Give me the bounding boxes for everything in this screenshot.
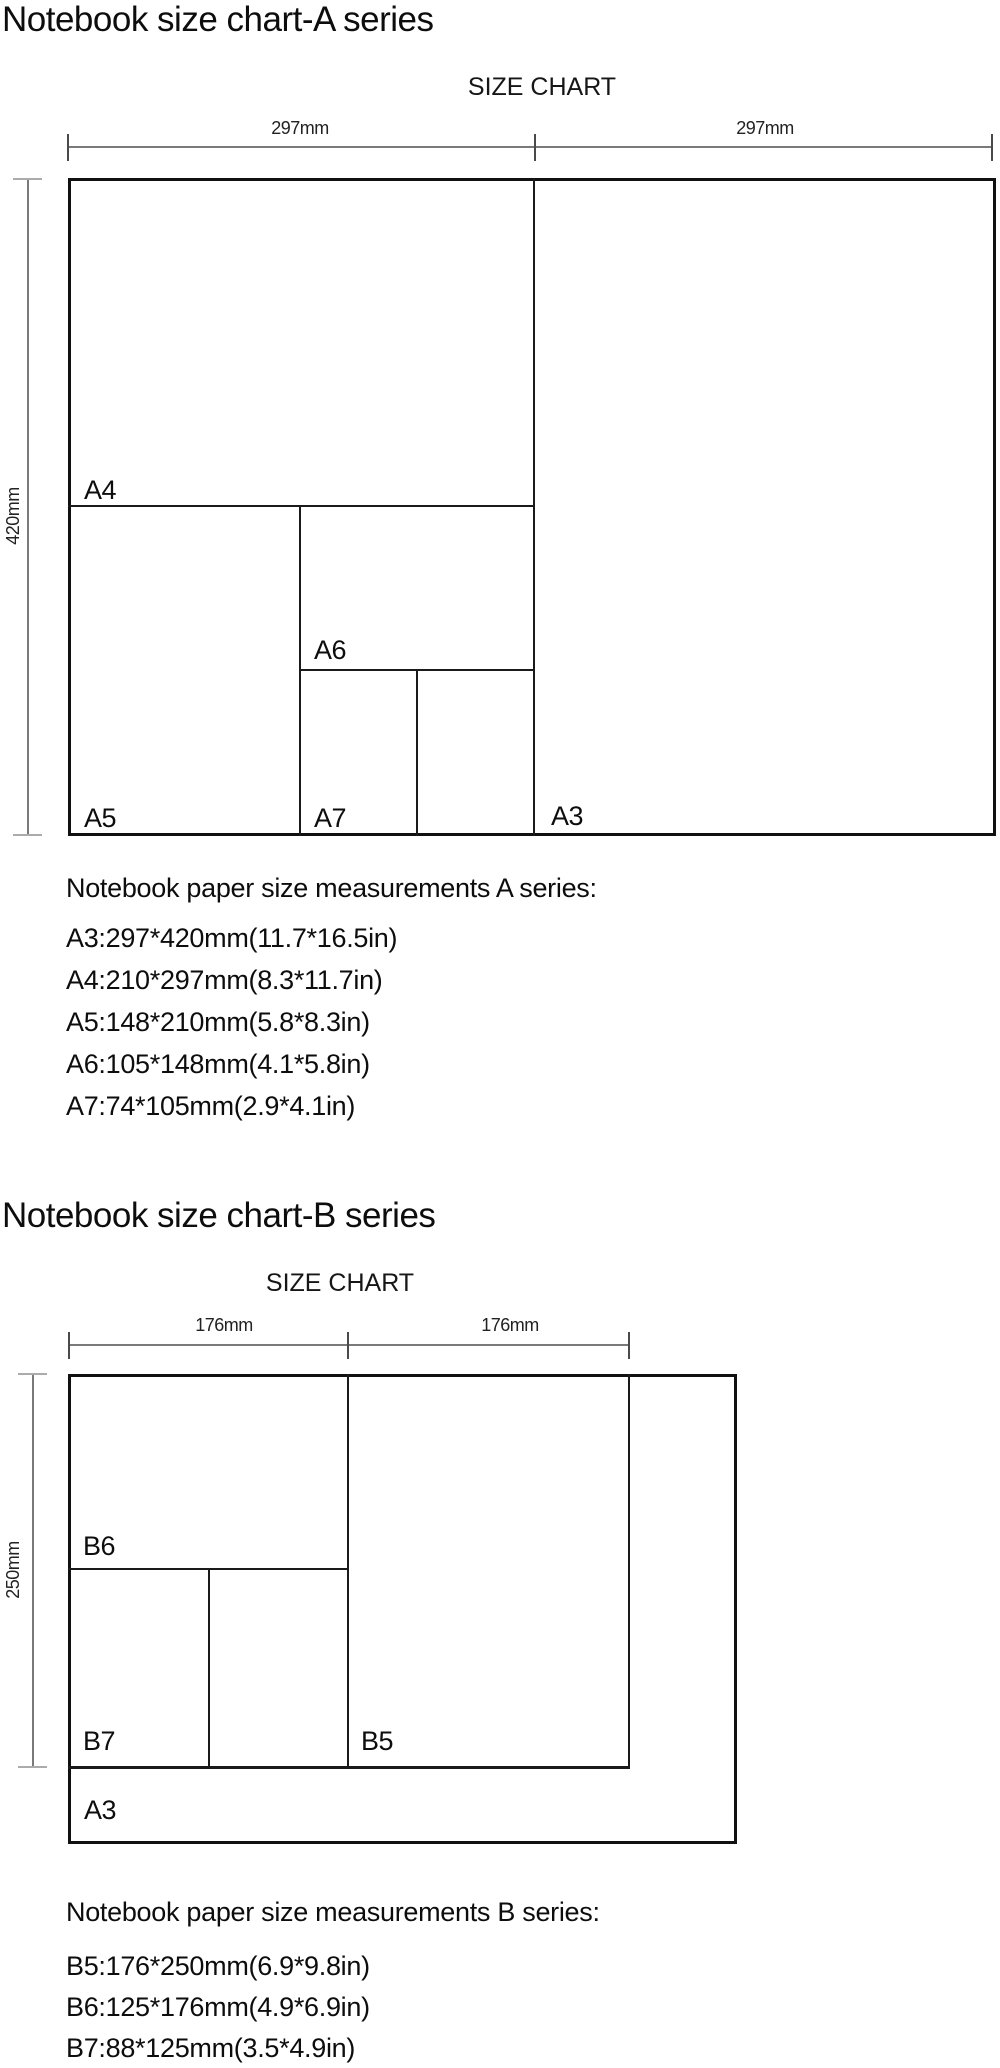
b-measurement-b5: B5:176*250mm(6.9*9.8in) (66, 1951, 370, 1981)
a7-label: A7 (314, 803, 347, 833)
a-dim-top-tick-right (991, 134, 993, 161)
b-dim-top-tick-left (68, 1332, 70, 1359)
b-series-outer-rect (68, 1374, 737, 1844)
b-series-size-chart-heading: SIZE CHART (265, 1269, 415, 1297)
a-series-size-chart-heading: SIZE CHART (467, 73, 617, 101)
a-measurement-a3: A3:297*420mm(11.7*16.5in) (66, 923, 398, 953)
b-dim-top-right-label: 176mm (481, 1315, 539, 1335)
a-dim-top-tick-middle (534, 134, 536, 161)
a6-label: A6 (314, 635, 347, 665)
b-dim-left-tick-top (18, 1373, 47, 1375)
a-measurements-heading: Notebook paper size measurements A series: (66, 873, 597, 903)
b-measurement-b7: B7:88*125mm(3.5*4.9in) (66, 2033, 356, 2063)
b-measurements-heading: Notebook paper size measurements B series: (66, 1897, 600, 1927)
b-series-title: Notebook size chart-B series (2, 1196, 436, 1235)
a-dim-left-tick-top (13, 178, 42, 180)
a4-bottom-line (68, 505, 535, 507)
b5-b7-bottom-line (68, 1766, 630, 1769)
a-dim-left-label: 420mm (3, 487, 23, 545)
a-dim-top-tick-left (67, 134, 69, 161)
b-dim-left-line (32, 1374, 34, 1767)
a-measurement-a7: A7:74*105mm(2.9*4.1in) (66, 1091, 356, 1121)
a-dim-top-left-label: 297mm (271, 118, 329, 138)
b7-label: B7 (83, 1726, 116, 1756)
a-measurement-a4: A4:210*297mm(8.3*11.7in) (66, 965, 383, 995)
b5-label: B5 (361, 1726, 394, 1756)
a-series-outer-rect (68, 178, 996, 836)
a7-divider-line (416, 669, 418, 836)
a4-label: A4 (84, 475, 117, 505)
a3-label: A3 (551, 801, 584, 831)
b-dim-top-tick-middle (347, 1332, 349, 1359)
b6-b5-divider-line (347, 1374, 349, 1768)
a-dim-top-right-label: 297mm (736, 118, 794, 138)
a-dim-top-line (68, 146, 992, 148)
a-measurement-a5: A5:148*210mm(5.8*8.3in) (66, 1007, 370, 1037)
b-chart-a3-label: A3 (84, 1795, 117, 1825)
b-dim-left-label: 250mm (3, 1541, 23, 1599)
b-measurement-b6: B6:125*176mm(4.9*6.9in) (66, 1992, 370, 2022)
b5-right-line (628, 1374, 630, 1768)
b-dim-top-line (69, 1344, 630, 1346)
b7-divider-line (208, 1568, 210, 1768)
b6-label: B6 (83, 1531, 116, 1561)
b-dim-top-left-label: 176mm (195, 1315, 253, 1335)
a-dim-left-tick-bottom (13, 834, 42, 836)
a-measurement-a6: A6:105*148mm(4.1*5.8in) (66, 1049, 370, 1079)
a-dim-left-line (27, 179, 29, 835)
a-series-title: Notebook size chart-A series (2, 0, 434, 39)
b-dim-left-tick-bottom (18, 1766, 47, 1768)
a4-a3-divider-line (533, 178, 535, 836)
b-dim-top-tick-right (628, 1332, 630, 1359)
a5-label: A5 (84, 803, 117, 833)
